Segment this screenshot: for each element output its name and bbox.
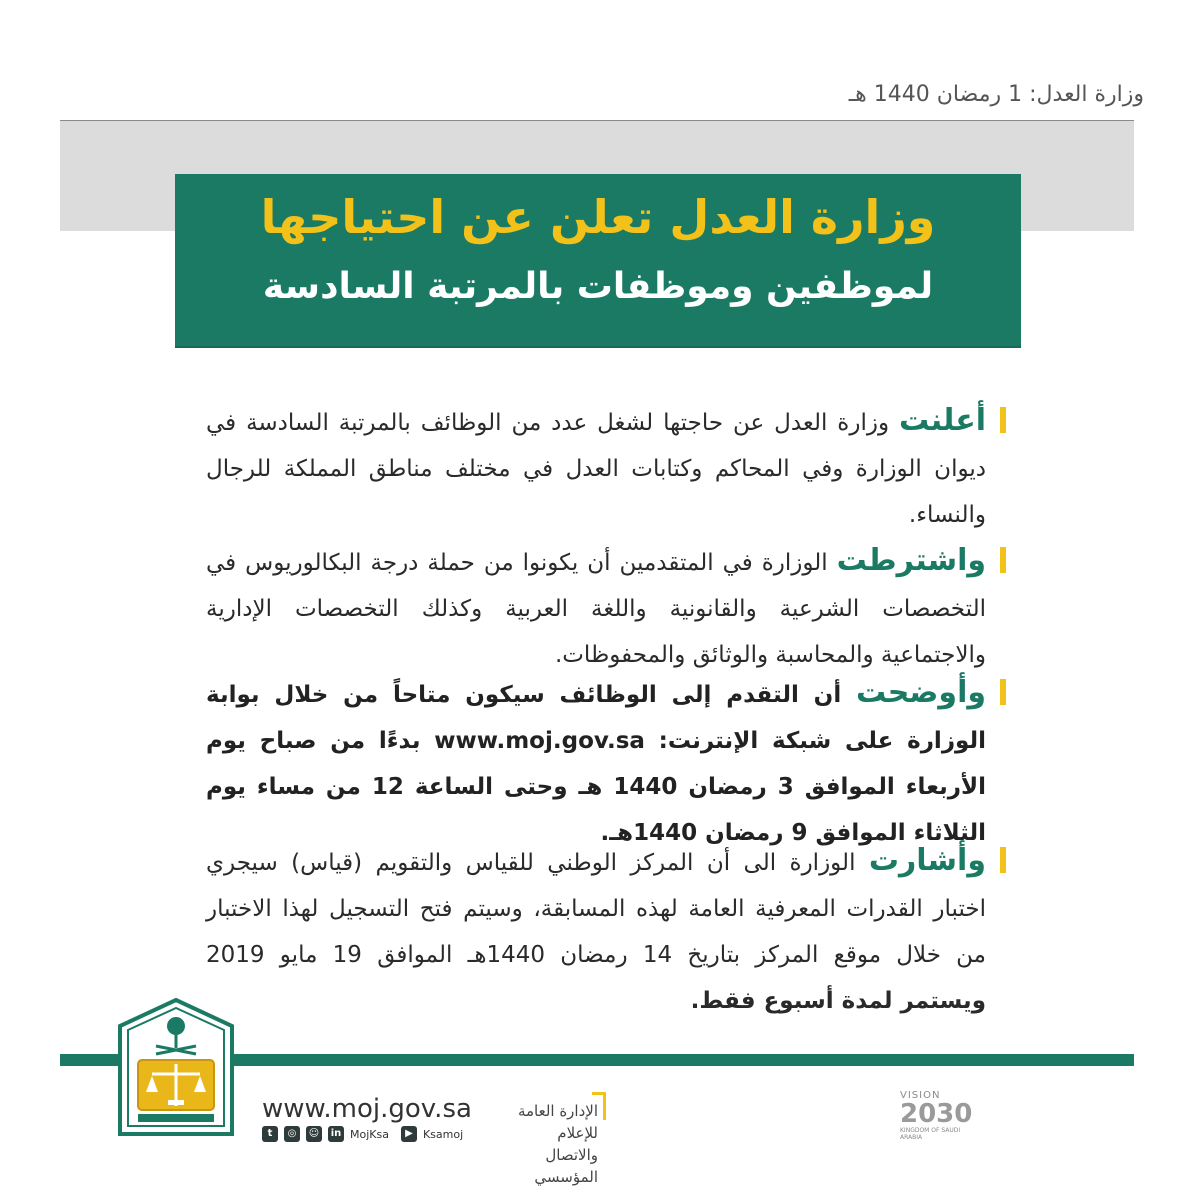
social-links	[262, 1126, 469, 1142]
paragraph-4	[206, 838, 986, 1024]
instagram-icon[interactable]: ◎	[284, 1126, 300, 1142]
paragraph-text: أن التقدم إلى الوظائف سيكون متاحاً من خلال بوابة الوزارة على شبكة الإنترنت: www.moj.gov.sa بدءًا من صباح يوم الأربعاء الموافق 3 رمضان 1440 هـ وحتى الساعة 12 من مساء يوم الثلاثاء الموافق 9 رمضان 1440هـ.	[206, 682, 986, 846]
social-handle-2[interactable]: Ksamoj	[422, 1127, 464, 1141]
paragraph-keyword: أعلنت	[898, 403, 986, 438]
dept-line-1: الإدارة العامة للإعلام	[517, 1102, 598, 1142]
dept-line-2: والاتصال المؤسسي	[534, 1146, 598, 1186]
vision-2030-logo	[900, 1090, 980, 1142]
paragraph-3	[206, 670, 986, 856]
linkedin-icon[interactable]: in	[328, 1126, 344, 1142]
snapchat-icon[interactable]: ☺	[306, 1126, 322, 1142]
twitter-icon[interactable]: t	[262, 1126, 278, 1142]
vision-year: 2030	[900, 1099, 973, 1129]
vision-label: VISION	[900, 1090, 941, 1101]
title-line-1: وزارة العدل تعلن عن احتياجها	[260, 190, 936, 244]
social-handle-1[interactable]: MojKsa	[350, 1127, 389, 1141]
paragraph-2	[206, 538, 986, 678]
paragraph-keyword: وأشارت	[868, 843, 986, 878]
paragraph-bold-tail: ويستمر لمدة أسبوع فقط.	[690, 988, 986, 1014]
ministry-logo-icon	[112, 996, 240, 1138]
bullet-bar	[1000, 847, 1006, 873]
website-url[interactable]: www.moj.gov.sa	[262, 1094, 472, 1124]
paragraph-text: وزارة العدل عن حاجتها لشغل عدد من الوظائف بالمرتبة السادسة في ديوان الوزارة وفي المحاكم وكتابات العدل في مختلف مناطق المملكة للرجال والنساء.	[206, 410, 986, 528]
bullet-bar	[1000, 679, 1006, 705]
vision-sub: KINGDOM OF SAUDI ARABIA	[900, 1127, 961, 1141]
bullet-bar	[1000, 407, 1006, 433]
youtube-icon[interactable]: ▶	[401, 1126, 417, 1142]
paragraph-keyword: وأوضحت	[856, 675, 986, 710]
paragraph-text: الوزارة في المتقدمين أن يكونوا من حملة درجة البكالوريوس في التخصصات الشرعية والقانونية واللغة العربية وكذلك التخصصات الإدارية والاجتماعية والمحاسبة والوثائق والمحفوظات.	[206, 550, 986, 668]
dateline: وزارة العدل: 1 رمضان 1440 هـ	[848, 82, 1144, 107]
title-line-2: لموظفين وموظفات بالمرتبة السادسة	[262, 266, 934, 307]
bullet-bar	[1000, 547, 1006, 573]
title-box	[175, 174, 1021, 346]
department-name	[478, 1100, 598, 1188]
paragraph-1	[206, 398, 986, 538]
paragraph-text: الوزارة الى أن المركز الوطني للقياس والتقويم (قياس) سيجري اختبار القدرات المعرفية العامة لهذه المسابقة، وسيتم فتح التسجيل لهذا الاختبار من خلال موقع المركز بتاريخ 14 رمضان 1440هـ الموافق 19 مايو 2019	[206, 850, 987, 968]
paragraph-keyword: واشترطت	[836, 543, 986, 578]
